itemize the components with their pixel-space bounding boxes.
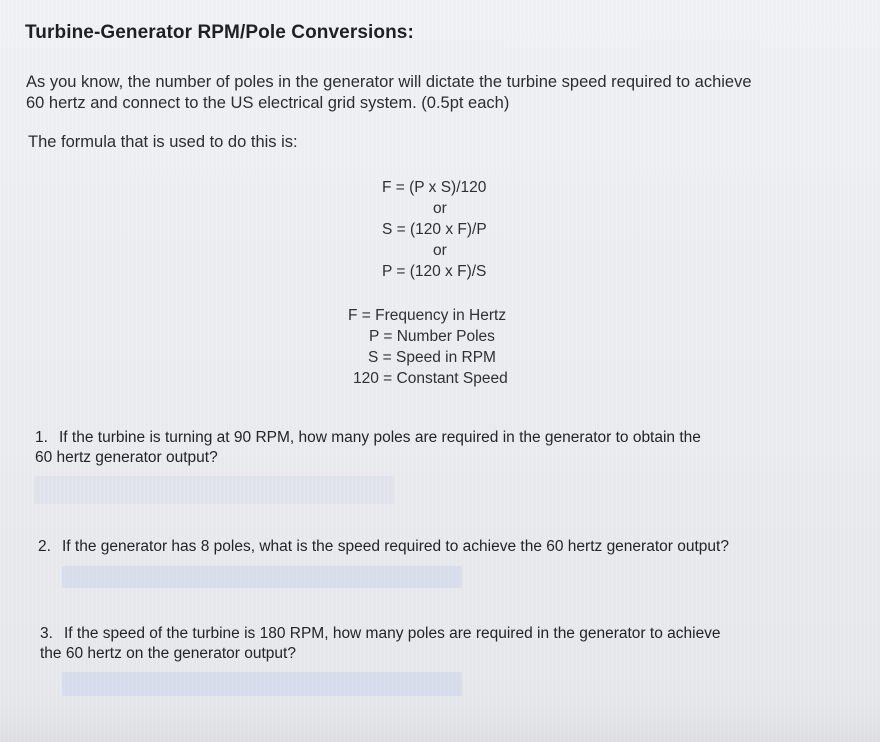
intro-line-1: As you know, the number of poles in the generator will dictate the turbine speed required to achieve: [26, 73, 752, 91]
question-3-line-2: the 60 hertz on the generator output?: [40, 645, 296, 662]
question-2: [38, 537, 858, 557]
formula-or-2: or: [433, 242, 447, 259]
question-1-line-1: [35, 428, 835, 448]
question-2-text: If the generator has 8 poles, what is the speed required to achieve the 60 hertz generator output?: [62, 538, 729, 555]
question-2-line-1: [38, 537, 858, 557]
question-3: [40, 624, 840, 664]
legend-constant: 120 = Constant Speed: [353, 370, 508, 387]
legend-poles: P = Number Poles: [369, 328, 495, 345]
formula-speed: S = (120 x F)/P: [382, 221, 487, 238]
bottom-shade: [0, 700, 880, 742]
page-title: Turbine-Generator RPM/Pole Conversions:: [25, 22, 414, 43]
formula-block: [370, 177, 520, 282]
answer-field-2[interactable]: [62, 566, 462, 588]
formula-intro-text: The formula that is used to do this is:: [28, 133, 298, 151]
answer-field-3[interactable]: [62, 672, 462, 696]
question-3-line-1: [40, 624, 840, 644]
legend-frequency: F = Frequency in Hertz: [348, 307, 507, 324]
question-1-line-2: 60 hertz generator output?: [35, 449, 218, 466]
question-1-text: If the turbine is turning at 90 RPM, how many poles are required in the generator to obtain the: [59, 429, 701, 446]
question-3-number: 3.: [40, 625, 53, 642]
variable-legend: [348, 305, 548, 389]
formula-or-1: or: [433, 200, 447, 217]
intro-paragraph: [26, 72, 856, 114]
formula-poles: P = (120 x F)/S: [382, 263, 487, 280]
question-1-number: 1.: [35, 429, 48, 446]
answer-field-1[interactable]: [34, 476, 394, 504]
legend-speed: S = Speed in RPM: [368, 349, 496, 366]
formula-frequency: F = (P x S)/120: [382, 179, 487, 196]
question-3-text: If the speed of the turbine is 180 RPM, how many poles are required in the generator to achieve: [64, 625, 721, 642]
question-2-number: 2.: [38, 538, 51, 555]
question-1: [35, 428, 835, 468]
intro-line-2: 60 hertz and connect to the US electrical grid system. (0.5pt each): [26, 94, 510, 112]
